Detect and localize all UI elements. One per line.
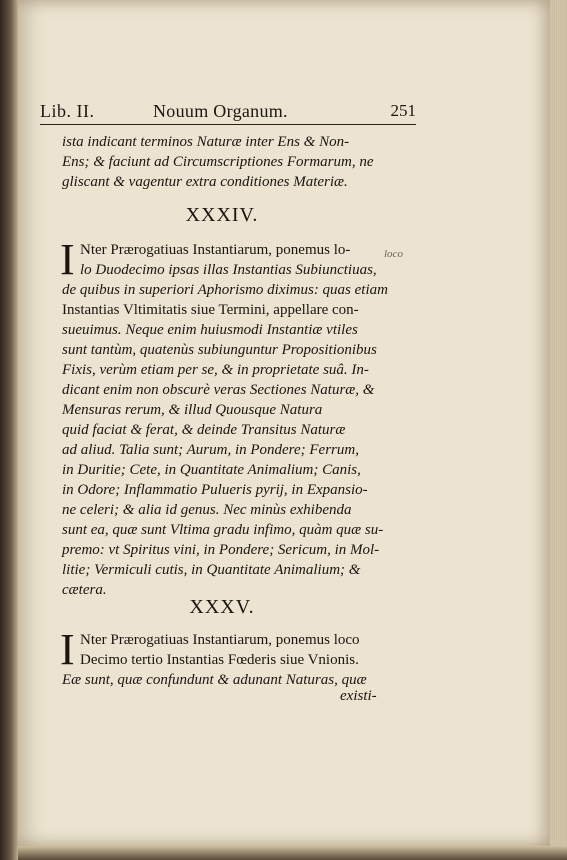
text-line: in Duritie; Cete, in Quantitate Animalium; Canis, (62, 462, 361, 478)
catchword: existi- (340, 688, 377, 704)
text-line: sunt ea, quæ sunt Vltima gradu infimo, quàm quæ su- (62, 522, 384, 538)
page-edges (550, 0, 567, 860)
text-line: Mensuras rerum, & illud Quousque Natura (62, 402, 323, 418)
text-line: Nter Prærogatiuas Instantiarum, ponemus loco (80, 632, 360, 648)
text-line: Eæ sunt, quæ confundunt & adunant Naturas, quæ (62, 672, 367, 688)
text-line: de quibus in superiori Aphorismo diximus: quas etiam (62, 282, 388, 298)
aphorism-paragraph (60, 235, 388, 600)
text-line: cætera. (62, 582, 107, 598)
page-number: 251 (390, 101, 416, 120)
text-line: Decimo tertio Instantias Fœderis siue Vnionis. (80, 652, 359, 668)
text-line: gliscant & vagentur extra conditiones Materiæ. (62, 174, 348, 190)
text-line: lo Duodecimo ipsas illas Instantias Subiunctiuas, (80, 262, 377, 278)
drop-cap: I (60, 235, 75, 284)
text-line: ista indicant terminos Naturæ inter Ens & Non- (62, 134, 350, 150)
text-line: sueuimus. Neque enim huiusmodi Instantiæ vtiles (62, 322, 358, 338)
text-line: ad aliud. Talia sunt; Aurum, in Pondere; Ferrum, (62, 442, 359, 458)
text-line: Fixis, verùm etiam per se, & in proprietate suâ. In- (62, 362, 369, 378)
running-title: Nouum Organum. (153, 101, 288, 121)
text-line: in Odore; Inflammatio Pulueris pyrij, in Expansio- (62, 482, 368, 498)
aphorism-heading: XXXIV. (185, 204, 259, 226)
running-header (40, 98, 416, 124)
aphorism-paragraph (60, 625, 382, 690)
text-line: premo: vt Spiritus vini, in Pondere; Sericum, in Mol- (62, 542, 380, 558)
aphorism-heading: XXXV. (189, 596, 255, 618)
header-rule (40, 124, 416, 125)
drop-cap: I (60, 625, 75, 674)
margin-annotation: loco (384, 248, 403, 260)
text-line: ne celeri; & alia id genus. Nec minùs exhibenda (62, 502, 352, 518)
text-line: Instantias Vltimitatis siue Termini, appellare con- (62, 302, 359, 318)
text-line: dicant enim non obscurè veras Sectiones Naturæ, & (62, 382, 375, 398)
text-line: quid faciat & ferat, & deinde Transitus Naturæ (62, 422, 346, 438)
book-gutter (0, 0, 18, 860)
continuation-paragraph (62, 132, 382, 192)
book-number: Lib. II. (40, 101, 95, 121)
text-line: litie; Vermiculi cutis, in Quantitate Animalium; & (62, 562, 361, 578)
text-line: sunt tantùm, quatenùs subiunguntur Propositionibus (62, 342, 377, 358)
page-bottom-edge (18, 846, 567, 860)
text-line: Nter Prærogatiuas Instantiarum, ponemus lo- (80, 242, 351, 258)
text-line: Ens; & faciunt ad Circumscriptiones Formarum, ne (62, 154, 374, 170)
